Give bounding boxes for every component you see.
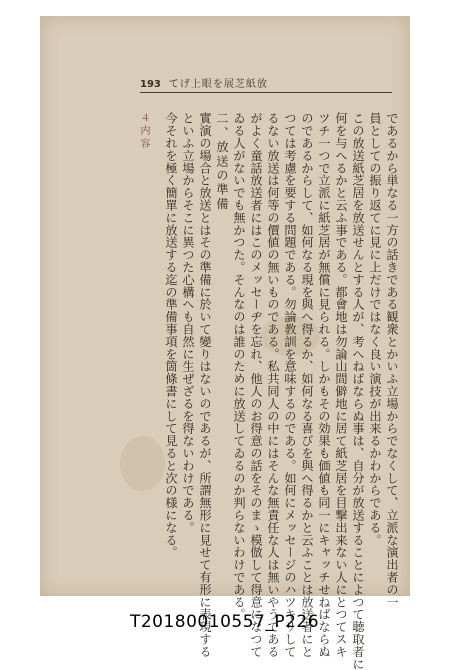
text-column: ゐる人がないでも無かつた。そんなのは誰のために放送してゐるのか判らないわけである。: [232, 112, 246, 621]
archive-id: T20180010557_P226: [129, 612, 320, 632]
text-column: 何を与へるかと云ふ事である。都會地は勿論山間僻地に居て紙芝居を目撃出来ない人にとつてスキ: [334, 112, 348, 658]
text-column: がよく童話放送者にはこのメッセーヂを忘れ、他人のお得意の話をそのまゝ模倣して得意になつて: [249, 112, 263, 658]
text-column: のであるからして、如何なる現を與へ得るか、如何なる喜びを與へ得るかと云ふことは放送者にと: [300, 112, 314, 658]
text-column: この放送紙芝居を放送せんとする人が、考へねばならぬ事は、自分が放送することによつて聴取者に: [351, 112, 365, 670]
text-column: つては考慮を要する問題である。勿論教訓を意味するのである。如何にメッセージのハツキリして: [283, 112, 297, 658]
text-column: 員としての振り返てに見に上だけではなく良い演技が出来るかわからである。: [368, 112, 382, 546]
page-header: [140, 74, 392, 93]
page-number: 193: [140, 79, 161, 90]
column-gap: [153, 112, 161, 542]
running-head: てげ上眼を展芝紙放: [168, 79, 268, 90]
text-column: 今それを極く簡單に放送する迄の準備事項を箇條書にして見ると次の様になる。: [164, 112, 178, 559]
text-column: であるから単なる一方の話きである観衆とかいふ立場からでなくして、立派な演出者の一: [385, 112, 399, 608]
text-column: ツチ一つで立派に紙芝居が無償に見られる。しかもその効果も価値も同一にキャッチせねばならぬ: [317, 112, 331, 658]
text-column: といふ立場からそこに異つた心構へも自然に生ぜざるを得ないわけである。: [181, 112, 195, 534]
section-heading: 二、放送の準備: [215, 112, 229, 212]
handwritten-caption: ４内容: [138, 112, 149, 151]
text-column: 實演の場合と放送とはその準備に於いて變りはないのであるが、所謂無形に見せて有形に表現する: [198, 112, 212, 658]
text-column: るない放送は何等の價値の無いものである。私共同人の中にはそんな無責任な人は無いやうである: [266, 112, 280, 658]
